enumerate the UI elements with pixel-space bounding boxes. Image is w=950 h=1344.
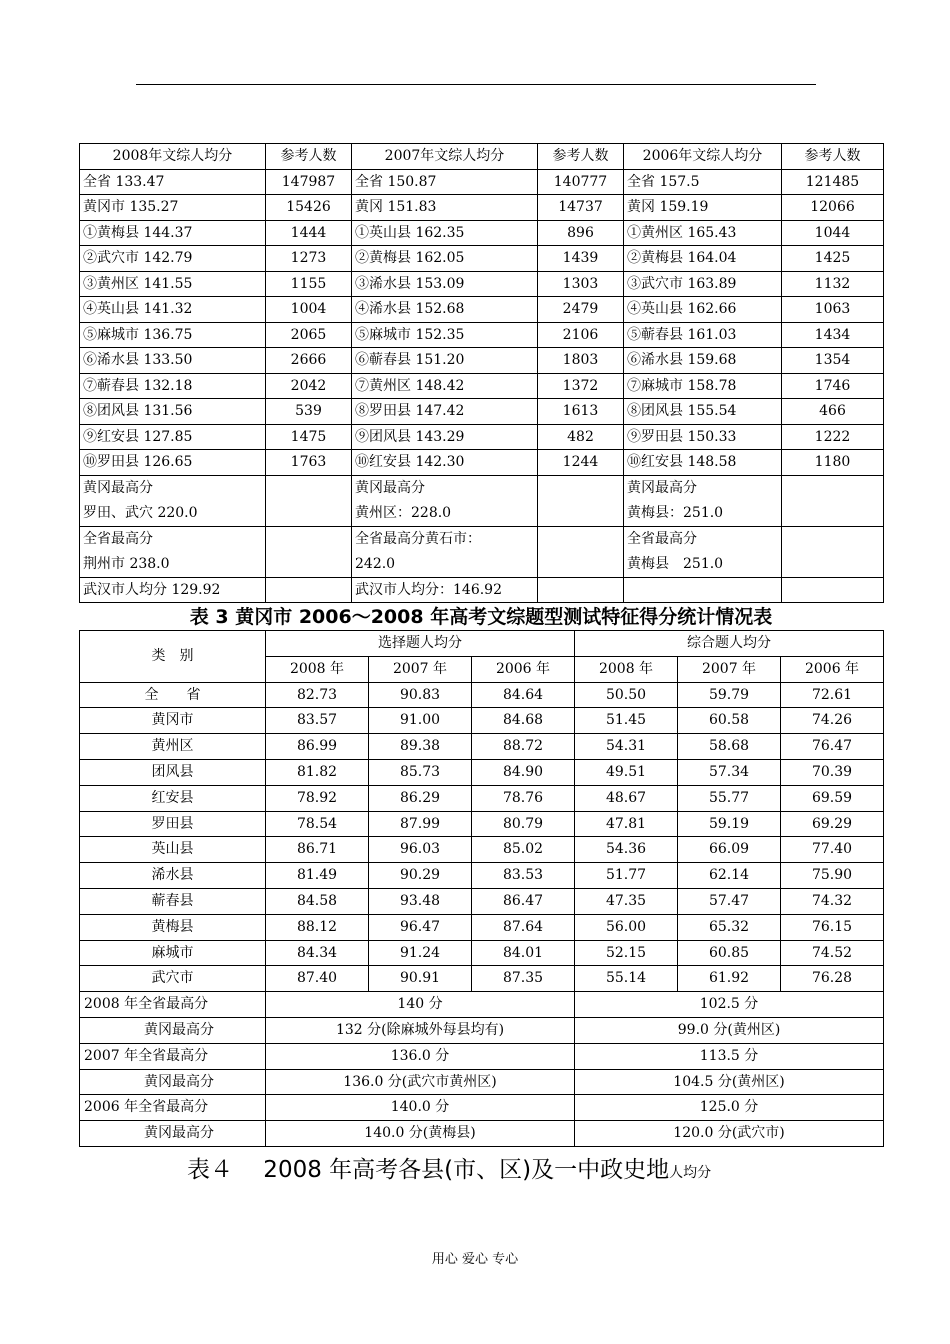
table-row (80, 195, 884, 221)
table-row (80, 759, 884, 785)
score-comparison-table (79, 143, 884, 603)
empty-cell (782, 526, 884, 577)
score-cell: 83.53 (472, 863, 575, 889)
table-header-row (80, 144, 884, 170)
max-score-cell (624, 526, 782, 577)
count-cell: 1273 (266, 246, 352, 272)
count-cell: 482 (538, 424, 624, 450)
year-header: 2006 年 (472, 656, 575, 682)
year-header: 2008 年 (266, 656, 369, 682)
score-cell: 69.59 (781, 785, 884, 811)
region-cell: 红安县 (80, 785, 266, 811)
max-score-cell (80, 475, 266, 526)
summary-row (80, 1121, 884, 1147)
summary-value: 120.0 分(武穴市) (575, 1121, 884, 1147)
score-cell: ④英山县 162.66 (624, 297, 782, 323)
table-row (80, 169, 884, 195)
score-cell: 54.31 (575, 734, 678, 760)
table-row (80, 940, 884, 966)
score-cell: 77.40 (781, 837, 884, 863)
table-row (80, 373, 884, 399)
score-cell: 81.82 (266, 759, 369, 785)
summary-label: 黄冈最高分 (80, 1017, 266, 1043)
table-row (80, 734, 884, 760)
empty-cell (538, 526, 624, 577)
score-cell: 65.32 (678, 914, 781, 940)
score-cell: ①英山县 162.35 (352, 220, 538, 246)
score-cell: ⑦蕲春县 132.18 (80, 373, 266, 399)
empty-cell (624, 577, 782, 603)
score-cell: 82.73 (266, 682, 369, 708)
summary-row (80, 1095, 884, 1121)
score-cell: 75.90 (781, 863, 884, 889)
table4-title (187, 1154, 711, 1189)
cell-line: 黄州区：228.0 (355, 504, 452, 521)
score-cell: 黄冈 159.19 (624, 195, 782, 221)
score-cell: 黄冈 151.83 (352, 195, 538, 221)
count-cell: 1746 (782, 373, 884, 399)
category-header: 类 别 (80, 631, 266, 683)
region-cell: 黄梅县 (80, 914, 266, 940)
cell-line: 黄梅县 251.0 (627, 555, 724, 572)
count-cell: 1425 (782, 246, 884, 272)
count-cell: 147987 (266, 169, 352, 195)
score-cell: 51.77 (575, 863, 678, 889)
count-cell: 1434 (782, 322, 884, 348)
score-cell: ⑤麻城市 136.75 (80, 322, 266, 348)
score-cell: ⑩罗田县 126.65 (80, 450, 266, 476)
score-cell: ⑤麻城市 152.35 (352, 322, 538, 348)
score-cell: 76.47 (781, 734, 884, 760)
cell-line: 黄冈最高分 (355, 479, 425, 496)
region-cell: 团风县 (80, 759, 266, 785)
count-cell: 1444 (266, 220, 352, 246)
column-header: 参考人数 (782, 144, 884, 170)
score-cell: 黄冈市 135.27 (80, 195, 266, 221)
score-cell: 62.14 (678, 863, 781, 889)
score-cell: 84.64 (472, 682, 575, 708)
table3-title: 表 3 黄冈市 2006～2008 年高考文综题型测试特征得分统计情况表 (189, 606, 773, 628)
score-cell: 96.03 (369, 837, 472, 863)
table4-title-suffix: 人均分 (669, 1165, 712, 1181)
score-cell: ⑩红安县 148.58 (624, 450, 782, 476)
cell-line: 黄冈最高分 (627, 479, 697, 496)
score-cell: 74.52 (781, 940, 884, 966)
table-row (80, 682, 884, 708)
score-cell: ⑥浠水县 159.68 (624, 348, 782, 374)
score-cell: ④浠水县 152.68 (352, 297, 538, 323)
score-cell: 87.64 (472, 914, 575, 940)
score-cell: 66.09 (678, 837, 781, 863)
region-cell: 麻城市 (80, 940, 266, 966)
score-cell: 86.29 (369, 785, 472, 811)
empty-cell (782, 475, 884, 526)
count-cell: 539 (266, 399, 352, 425)
score-cell: ⑥蕲春县 151.20 (352, 348, 538, 374)
wuhan-row (80, 577, 884, 603)
summary-value: 125.0 分 (575, 1095, 884, 1121)
score-cell: 85.02 (472, 837, 575, 863)
summary-value: 113.5 分 (575, 1043, 884, 1069)
count-cell: 1222 (782, 424, 884, 450)
score-cell: 全省 157.5 (624, 169, 782, 195)
count-cell: 15426 (266, 195, 352, 221)
table-row (80, 246, 884, 272)
count-cell: 1613 (538, 399, 624, 425)
empty-cell (266, 577, 352, 603)
max-score-cell (624, 475, 782, 526)
table-row (80, 271, 884, 297)
count-cell: 14737 (538, 195, 624, 221)
count-cell: 1063 (782, 297, 884, 323)
region-cell: 浠水县 (80, 863, 266, 889)
count-cell: 12066 (782, 195, 884, 221)
score-cell: 61.92 (678, 966, 781, 992)
table-row (80, 450, 884, 476)
count-cell: 121485 (782, 169, 884, 195)
score-cell: 52.15 (575, 940, 678, 966)
score-cell: ⑨红安县 127.85 (80, 424, 266, 450)
summary-row (80, 992, 884, 1018)
table-row (80, 297, 884, 323)
count-cell: 1155 (266, 271, 352, 297)
score-cell: 72.61 (781, 682, 884, 708)
region-cell: 黄冈市 (80, 708, 266, 734)
score-cell: 86.71 (266, 837, 369, 863)
table-row (80, 399, 884, 425)
score-cell: 84.68 (472, 708, 575, 734)
score-cell: ⑧团风县 155.54 (624, 399, 782, 425)
score-cell: ⑨罗田县 150.33 (624, 424, 782, 450)
score-cell: ②黄梅县 162.05 (352, 246, 538, 272)
score-cell: 87.35 (472, 966, 575, 992)
max-score-cell (80, 526, 266, 577)
score-cell: 86.99 (266, 734, 369, 760)
score-cell: 60.58 (678, 708, 781, 734)
table-row (80, 785, 884, 811)
summary-label: 2007 年全省最高分 (80, 1043, 266, 1069)
score-cell: 49.51 (575, 759, 678, 785)
score-cell: 54.36 (575, 837, 678, 863)
table-row (80, 863, 884, 889)
score-cell: 90.29 (369, 863, 472, 889)
count-cell: 1475 (266, 424, 352, 450)
score-cell: 58.68 (678, 734, 781, 760)
summary-value: 104.5 分(黄州区) (575, 1069, 884, 1095)
score-cell: 74.26 (781, 708, 884, 734)
summary-value: 132 分(除麻城外每县均有) (266, 1017, 575, 1043)
count-cell: 896 (538, 220, 624, 246)
score-cell: 70.39 (781, 759, 884, 785)
cell-line: 黄梅县：251.0 (627, 504, 724, 521)
score-cell: ⑧罗田县 147.42 (352, 399, 538, 425)
score-cell: 57.34 (678, 759, 781, 785)
max-score-cell (352, 475, 538, 526)
score-cell: 74.32 (781, 888, 884, 914)
score-cell: 87.40 (266, 966, 369, 992)
score-cell: ①黄州区 165.43 (624, 220, 782, 246)
summary-value: 136.0 分 (266, 1043, 575, 1069)
cell-line: 全省最高分 (627, 530, 697, 547)
score-cell: 90.83 (369, 682, 472, 708)
score-cell: ⑧团风县 131.56 (80, 399, 266, 425)
count-cell: 1372 (538, 373, 624, 399)
score-cell: ④英山县 141.32 (80, 297, 266, 323)
score-cell: 87.99 (369, 811, 472, 837)
score-cell: ⑨团风县 143.29 (352, 424, 538, 450)
empty-cell (266, 526, 352, 577)
count-cell: 1354 (782, 348, 884, 374)
table-row (80, 837, 884, 863)
score-cell: 88.72 (472, 734, 575, 760)
score-cell: 55.77 (678, 785, 781, 811)
score-cell: ⑦黄州区 148.42 (352, 373, 538, 399)
empty-cell (782, 577, 884, 603)
region-cell: 蕲春县 (80, 888, 266, 914)
table4-title-main: 表４ 2008 年高考各县(市、区)及一中政史地 (187, 1157, 670, 1183)
table-row (80, 348, 884, 374)
score-cell: ②武穴市 142.79 (80, 246, 266, 272)
score-cell: 全省 133.47 (80, 169, 266, 195)
summary-label: 2008 年全省最高分 (80, 992, 266, 1018)
score-cell: ③浠水县 153.09 (352, 271, 538, 297)
count-cell: 2065 (266, 322, 352, 348)
summary-label: 黄冈最高分 (80, 1069, 266, 1095)
score-cell: 78.92 (266, 785, 369, 811)
summary-value: 140.0 分 (266, 1095, 575, 1121)
header-rule (136, 84, 816, 85)
wuhan-score-cell: 武汉市人均分：146.92 (352, 577, 538, 603)
score-cell: 91.00 (369, 708, 472, 734)
cell-line: 全省最高分黄石市： (355, 530, 481, 547)
cell-line: 荆州市 238.0 (83, 555, 170, 572)
score-cell: ⑦麻城市 158.78 (624, 373, 782, 399)
score-cell: 69.29 (781, 811, 884, 837)
score-cell: ③黄州区 141.55 (80, 271, 266, 297)
year-header: 2007 年 (678, 656, 781, 682)
count-cell: 1303 (538, 271, 624, 297)
score-cell: 59.79 (678, 682, 781, 708)
year-header: 2006 年 (781, 656, 884, 682)
region-cell: 英山县 (80, 837, 266, 863)
count-cell: 466 (782, 399, 884, 425)
region-cell: 罗田县 (80, 811, 266, 837)
count-cell: 1439 (538, 246, 624, 272)
score-cell: 55.14 (575, 966, 678, 992)
table-row (80, 914, 884, 940)
count-cell: 1244 (538, 450, 624, 476)
score-cell: 84.34 (266, 940, 369, 966)
score-cell: 86.47 (472, 888, 575, 914)
score-cell: 91.24 (369, 940, 472, 966)
count-cell: 1044 (782, 220, 884, 246)
score-cell: 84.58 (266, 888, 369, 914)
column-header: 2006年文综人均分 (624, 144, 782, 170)
score-cell: 93.48 (369, 888, 472, 914)
score-cell: 76.28 (781, 966, 884, 992)
count-cell: 2106 (538, 322, 624, 348)
score-cell: ②黄梅县 164.04 (624, 246, 782, 272)
score-cell: 76.15 (781, 914, 884, 940)
count-cell: 1132 (782, 271, 884, 297)
count-cell: 140777 (538, 169, 624, 195)
table-row (80, 811, 884, 837)
score-cell: 84.01 (472, 940, 575, 966)
score-cell: 48.67 (575, 785, 678, 811)
summary-value: 140 分 (266, 992, 575, 1018)
score-cell: 83.57 (266, 708, 369, 734)
count-cell: 1763 (266, 450, 352, 476)
year-header: 2007 年 (369, 656, 472, 682)
count-cell: 2479 (538, 297, 624, 323)
score-cell: 47.81 (575, 811, 678, 837)
wuhan-score-cell: 武汉市人均分 129.92 (80, 577, 266, 603)
table-row (80, 966, 884, 992)
score-cell: 全省 150.87 (352, 169, 538, 195)
score-cell: 78.76 (472, 785, 575, 811)
empty-cell (538, 577, 624, 603)
score-cell: ③武穴市 163.89 (624, 271, 782, 297)
score-cell: 57.47 (678, 888, 781, 914)
year-header: 2008 年 (575, 656, 678, 682)
province-max-row (80, 526, 884, 577)
score-cell: 84.90 (472, 759, 575, 785)
count-cell: 1180 (782, 450, 884, 476)
count-cell: 1004 (266, 297, 352, 323)
summary-row (80, 1069, 884, 1095)
summary-value: 99.0 分(黄州区) (575, 1017, 884, 1043)
column-header: 参考人数 (266, 144, 352, 170)
summary-label: 黄冈最高分 (80, 1121, 266, 1147)
count-cell: 2042 (266, 373, 352, 399)
score-cell: 88.12 (266, 914, 369, 940)
group-header: 综合题人均分 (575, 631, 884, 657)
score-cell: 60.85 (678, 940, 781, 966)
cell-line: 黄冈最高分 (83, 479, 153, 496)
cell-line: 罗田、武穴 220.0 (83, 504, 198, 521)
column-header: 2007年文综人均分 (352, 144, 538, 170)
empty-cell (266, 475, 352, 526)
score-cell: 90.91 (369, 966, 472, 992)
summary-value: 140.0 分(黄梅县) (266, 1121, 575, 1147)
summary-value: 136.0 分(武穴市黄州区) (266, 1069, 575, 1095)
score-cell: 96.47 (369, 914, 472, 940)
column-header: 2008年文综人均分 (80, 144, 266, 170)
table-row (80, 424, 884, 450)
score-cell: 51.45 (575, 708, 678, 734)
column-header: 参考人数 (538, 144, 624, 170)
score-cell: 80.79 (472, 811, 575, 837)
region-cell: 全 省 (80, 682, 266, 708)
score-cell: 85.73 (369, 759, 472, 785)
table-row (80, 708, 884, 734)
page-footer: 用心 爱心 专心 (431, 1252, 519, 1267)
count-cell: 1803 (538, 348, 624, 374)
score-cell: 81.49 (266, 863, 369, 889)
score-cell: ⑤蕲春县 161.03 (624, 322, 782, 348)
score-cell: 47.35 (575, 888, 678, 914)
count-cell: 2666 (266, 348, 352, 374)
score-cell: 56.00 (575, 914, 678, 940)
region-cell: 武穴市 (80, 966, 266, 992)
huanggang-max-row (80, 475, 884, 526)
score-cell: 50.50 (575, 682, 678, 708)
score-cell: ①黄梅县 144.37 (80, 220, 266, 246)
table-header-row (80, 631, 884, 657)
empty-cell (538, 475, 624, 526)
score-cell: ⑩红安县 142.30 (352, 450, 538, 476)
score-cell: 59.19 (678, 811, 781, 837)
table-row (80, 888, 884, 914)
summary-row (80, 1043, 884, 1069)
score-cell: ⑥浠水县 133.50 (80, 348, 266, 374)
score-cell: 78.54 (266, 811, 369, 837)
group-header: 选择题人均分 (266, 631, 575, 657)
summary-value: 102.5 分 (575, 992, 884, 1018)
question-type-score-table (79, 630, 884, 1147)
region-cell: 黄州区 (80, 734, 266, 760)
cell-line: 242.0 (355, 555, 396, 572)
score-cell: 89.38 (369, 734, 472, 760)
table-row (80, 220, 884, 246)
max-score-cell (352, 526, 538, 577)
summary-label: 2006 年全省最高分 (80, 1095, 266, 1121)
table-row (80, 322, 884, 348)
cell-line: 全省最高分 (83, 530, 153, 547)
summary-row (80, 1017, 884, 1043)
